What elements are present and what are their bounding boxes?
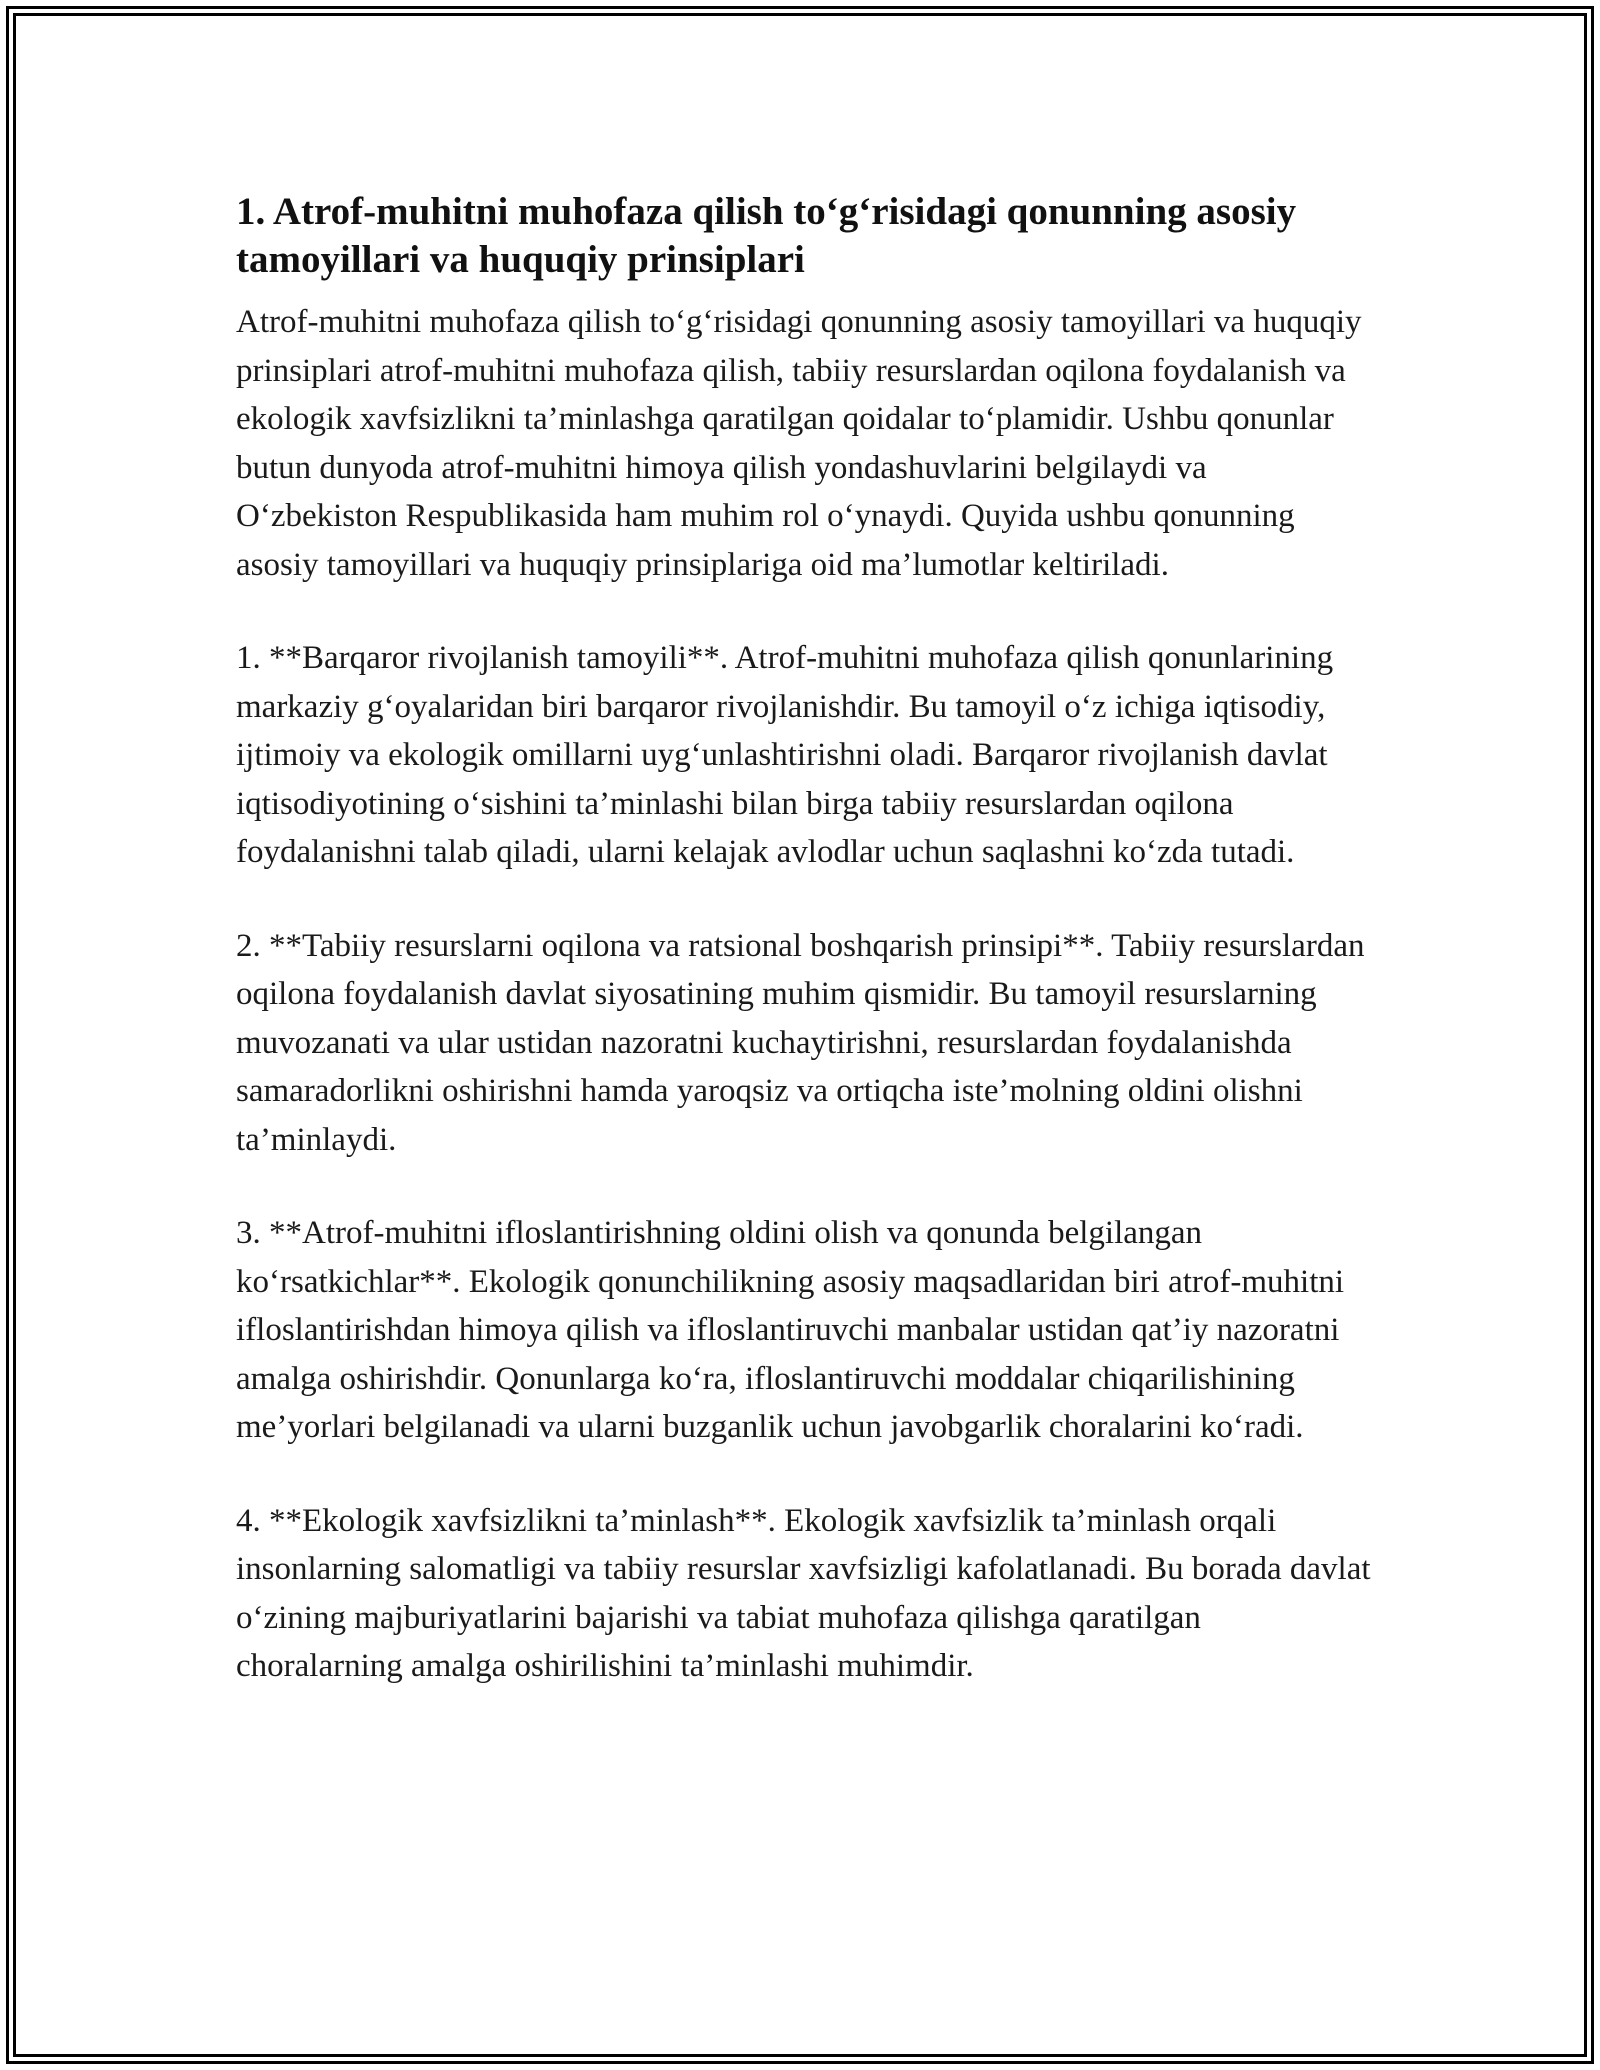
intro-paragraph: Atrof-muhitni muhofaza qilish to‘g‘risidagi qonunning asosiy tamoyillari va huquqiy prinsiplari atrof-muhitni muhofaza qilish, tabiiy resurslardan oqilona foydalanish va ekologik xavfsizlikni ta’minlashga qaratilgan qoidalar to‘plamidir. Ushbu qonunlar butun dunyoda atrof-muhitni himoya qilish yondashuvlarini belgilaydi va O‘zbekiston Respublikasida ham muhim rol o‘ynaydi. Quyida ushbu qonunning asosiy tamoyillari va huquqiy prinsiplariga oid ma’lumotlar keltiriladi. [236, 304, 1362, 583]
document-body [236, 188, 1371, 1691]
principle-ecological-safety-paragraph: 4. **Ekologik xavfsizlikni ta’minlash**. Ekologik xavfsizlik ta’minlash orqali insonlarning salomatligi va tabiiy resurslar xavfsizligi kafolatlanadi. Bu borada davlat o‘zining majburiyatlarini bajarishi va tabiat muhofaza qilishga qaratilgan choralarning amalga oshirilishini ta’minlashi muhimdir. [236, 1502, 1371, 1684]
principle-resource-management-paragraph: 2. **Tabiiy resurslarni oqilona va ratsional boshqarish prinsipi**. Tabiiy resurslardan oqilona foydalanish davlat siyosatining muhim qismidir. Bu tamoyil resurslarning muvozanati va ular ustidan nazoratni kuchaytirishni, resurslardan foydalanishda samaradorlikni oshirishni hamda yaroqsiz va ortiqcha iste’molning oldini olishni ta’minlaydi. [236, 927, 1365, 1158]
principle-pollution-prevention-paragraph: 3. **Atrof-muhitni ifloslantirishning oldini olish va qonunda belgilangan ko‘rsatkichlar**. Ekologik qonunchilikning asosiy maqsadlaridan biri atrof-muhitni ifloslantirishdan himoya qilish va ifloslantiruvchi manbalar ustidan qat’iy nazoratni amalga oshirishdir. Qonunlarga ko‘ra, ifloslantiruvchi moddalar chiqarilishining me’yorlari belgilanadi va ularni buzganlik uchun javobgarlik choralarini ko‘radi. [236, 1215, 1345, 1445]
principle-sustainable-development-paragraph: 1. **Barqaror rivojlanish tamoyili**. Atrof-muhitni muhofaza qilish qonunlarining markaziy g‘oyalaridan biri barqaror rivojlanishdir. Bu tamoyil o‘z ichiga iqtisodiy, ijtimoiy va ekologik omillarni uyg‘unlashtirishni oladi. Barqaror rivojlanish davlat iqtisodiyotining o‘sishini ta’minlashi bilan birga tabiiy resurslardan oqilona foydalanishni talab qiladi, ularni kelajak avlodlar uchun saqlashni ko‘zda tutadi. [236, 640, 1334, 870]
section-heading: 1. Atrof-muhitni muhofaza qilish to‘g‘risidagi qonunning asosiy tamoyillari va huquqiy prinsiplari [236, 190, 1297, 281]
